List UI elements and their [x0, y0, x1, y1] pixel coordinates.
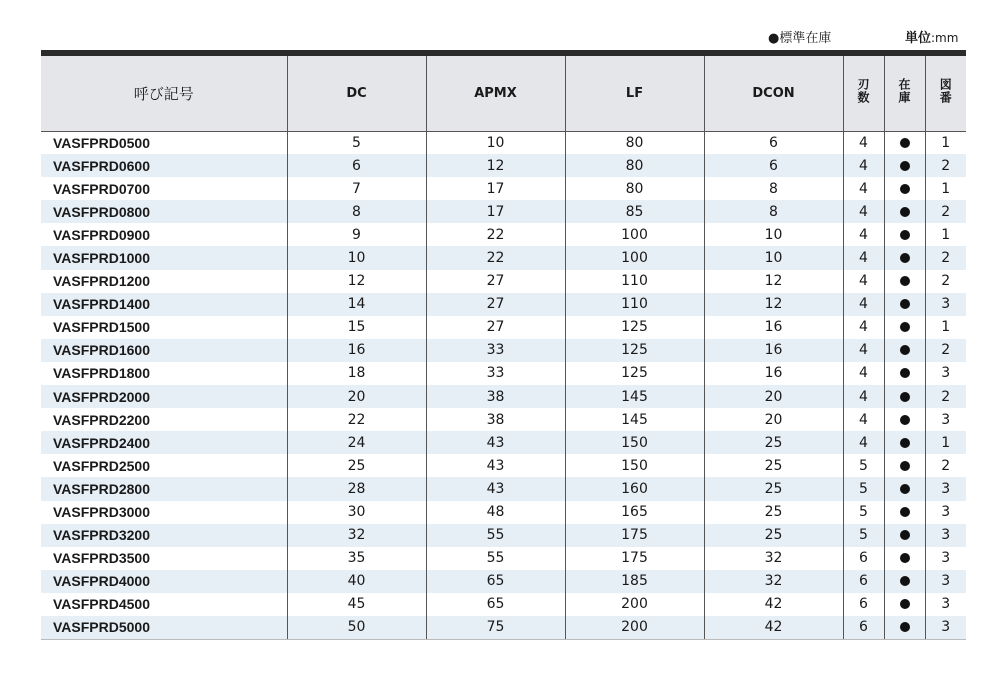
cell-dc: 5 [287, 131, 426, 154]
table-row [41, 501, 966, 524]
cell-stock [884, 570, 925, 593]
cell-lf: 80 [565, 131, 704, 154]
unit-value: :mm [931, 31, 959, 45]
cell-dc: 7 [287, 177, 426, 200]
header-stock [884, 53, 925, 131]
cell-lf: 185 [565, 570, 704, 593]
table-row [41, 477, 966, 500]
header-dcon: DCON [704, 53, 843, 131]
cell-flutes: 6 [843, 570, 884, 593]
cell-apmx: 48 [426, 501, 565, 524]
stock-dot-icon [900, 461, 910, 471]
table-row [41, 270, 966, 293]
cell-dc: 32 [287, 524, 426, 547]
cell-stock [884, 270, 925, 293]
cell-lf: 200 [565, 616, 704, 639]
stock-dot-icon [900, 276, 910, 286]
table-row [41, 316, 966, 339]
header-figure-label: 図番 [938, 78, 953, 105]
cell-code: VASFPRD0600 [41, 154, 287, 177]
cell-stock [884, 501, 925, 524]
cell-dcon: 20 [704, 385, 843, 408]
table-row [41, 154, 966, 177]
cell-code: VASFPRD1200 [41, 270, 287, 293]
cell-apmx: 22 [426, 223, 565, 246]
cell-figure: 1 [941, 319, 951, 336]
cell-lf: 100 [565, 223, 704, 246]
cell-stock [884, 339, 925, 362]
table-row [41, 223, 966, 246]
cell-dc: 25 [287, 454, 426, 477]
stock-dot-icon [900, 184, 910, 194]
cell-dc: 50 [287, 616, 426, 639]
stock-dot-icon [900, 161, 910, 171]
table-row [41, 131, 966, 154]
cell-apmx: 33 [426, 339, 565, 362]
cell-code: VASFPRD0700 [41, 177, 287, 200]
cell-flutes: 4 [843, 246, 884, 269]
cell-apmx: 65 [426, 593, 565, 616]
cell-dc: 20 [287, 385, 426, 408]
table-row [41, 200, 966, 223]
cell-apmx: 75 [426, 616, 565, 639]
header-figure [925, 53, 966, 131]
cell-dcon: 16 [704, 362, 843, 385]
cell-stock [884, 385, 925, 408]
cell-apmx: 55 [426, 524, 565, 547]
cell-stock [884, 154, 925, 177]
cell-apmx: 12 [426, 154, 565, 177]
cell-lf: 85 [565, 200, 704, 223]
table-row [41, 385, 966, 408]
cell-dc: 28 [287, 477, 426, 500]
cell-dc: 30 [287, 501, 426, 524]
cell-figure: 2 [941, 388, 951, 405]
cell-stock [884, 431, 925, 454]
stock-dot-icon [900, 368, 910, 378]
cell-figure: 2 [941, 342, 951, 359]
cell-dc: 8 [287, 200, 426, 223]
cell-stock [884, 547, 925, 570]
cell-figure: 3 [941, 480, 951, 497]
stock-dot-icon [900, 530, 910, 540]
cell-lf: 125 [565, 316, 704, 339]
cell-figure: 3 [941, 527, 951, 544]
cell-dc: 16 [287, 339, 426, 362]
table-row [41, 408, 966, 431]
cell-apmx: 33 [426, 362, 565, 385]
cell-flutes: 4 [843, 200, 884, 223]
stock-dot-icon [900, 576, 910, 586]
cell-flutes: 4 [843, 339, 884, 362]
cell-apmx: 55 [426, 547, 565, 570]
cell-dc: 14 [287, 293, 426, 316]
cell-figure: 1 [941, 180, 951, 197]
cell-code: VASFPRD3500 [41, 547, 287, 570]
cell-apmx: 22 [426, 246, 565, 269]
cell-figure: 3 [941, 296, 951, 313]
cell-lf: 110 [565, 270, 704, 293]
cell-lf: 150 [565, 431, 704, 454]
header-dc: DC [287, 53, 426, 131]
cell-dcon: 6 [704, 154, 843, 177]
cell-code: VASFPRD1000 [41, 246, 287, 269]
unit-legend [905, 27, 958, 46]
cell-flutes: 5 [843, 454, 884, 477]
cell-stock [884, 477, 925, 500]
cell-dcon: 10 [704, 246, 843, 269]
cell-apmx: 38 [426, 408, 565, 431]
cell-lf: 125 [565, 362, 704, 385]
cell-dc: 6 [287, 154, 426, 177]
cell-dc: 15 [287, 316, 426, 339]
table-row [41, 570, 966, 593]
cell-dcon: 25 [704, 501, 843, 524]
cell-flutes: 4 [843, 293, 884, 316]
cell-code: VASFPRD3200 [41, 524, 287, 547]
cell-lf: 160 [565, 477, 704, 500]
cell-lf: 150 [565, 454, 704, 477]
cell-code: VASFPRD4500 [41, 593, 287, 616]
cell-lf: 80 [565, 154, 704, 177]
cell-dcon: 10 [704, 223, 843, 246]
cell-stock [884, 408, 925, 431]
cell-apmx: 10 [426, 131, 565, 154]
cell-flutes: 6 [843, 593, 884, 616]
table-row [41, 431, 966, 454]
cell-code: VASFPRD1800 [41, 362, 287, 385]
cell-code: VASFPRD1500 [41, 316, 287, 339]
cell-figure: 3 [941, 411, 951, 428]
table-row [41, 593, 966, 616]
cell-apmx: 27 [426, 316, 565, 339]
cell-dcon: 16 [704, 316, 843, 339]
cell-figure: 2 [941, 157, 951, 174]
cell-dc: 35 [287, 547, 426, 570]
cell-lf: 80 [565, 177, 704, 200]
table-row [41, 547, 966, 570]
cell-figure: 3 [941, 365, 951, 382]
cell-stock [884, 223, 925, 246]
header-row [41, 53, 966, 131]
cell-apmx: 65 [426, 570, 565, 593]
cell-lf: 145 [565, 385, 704, 408]
cell-dcon: 8 [704, 177, 843, 200]
cell-figure: 2 [941, 273, 951, 290]
stock-dot-icon [900, 553, 910, 563]
cell-code: VASFPRD2000 [41, 385, 287, 408]
header-lf: LF [565, 53, 704, 131]
table-row [41, 616, 966, 639]
cell-figure: 3 [925, 616, 966, 639]
table-row [41, 177, 966, 200]
cell-code: VASFPRD3000 [41, 501, 287, 524]
cell-dcon: 8 [704, 200, 843, 223]
cell-dcon: 32 [704, 547, 843, 570]
cell-dcon: 6 [704, 131, 843, 154]
stock-dot-icon [900, 438, 910, 448]
unit-label: 単位 [905, 31, 932, 46]
cell-dc: 22 [287, 408, 426, 431]
cell-dc: 24 [287, 431, 426, 454]
cell-lf: 125 [565, 339, 704, 362]
table-body [41, 131, 966, 639]
cell-dc: 18 [287, 362, 426, 385]
cell-flutes: 4 [843, 177, 884, 200]
cell-lf: 200 [565, 593, 704, 616]
cell-lf: 145 [565, 408, 704, 431]
cell-apmx: 38 [426, 385, 565, 408]
cell-figure: 2 [941, 457, 951, 474]
cell-figure: 1 [941, 134, 951, 151]
stock-dot-icon [900, 622, 910, 632]
cell-flutes: 6 [843, 547, 884, 570]
cell-figure: 3 [941, 596, 951, 613]
cell-flutes: 6 [843, 616, 884, 639]
cell-dcon: 20 [704, 408, 843, 431]
cell-code: VASFPRD5000 [41, 616, 287, 639]
cell-code: VASFPRD1400 [41, 293, 287, 316]
table-row [41, 362, 966, 385]
cell-dc: 12 [287, 270, 426, 293]
cell-stock [884, 200, 925, 223]
header-flutes [843, 53, 884, 131]
cell-stock [884, 454, 925, 477]
stock-dot-icon [900, 507, 910, 517]
cell-dcon: 12 [704, 270, 843, 293]
cell-code: VASFPRD4000 [41, 570, 287, 593]
cell-lf: 175 [565, 524, 704, 547]
cell-flutes: 5 [843, 524, 884, 547]
cell-apmx: 43 [426, 477, 565, 500]
cell-lf: 110 [565, 293, 704, 316]
cell-flutes: 4 [843, 270, 884, 293]
cell-figure: 1 [941, 226, 951, 243]
standard-stock-legend: ●標準在庫 [768, 31, 832, 46]
cell-dcon: 25 [704, 477, 843, 500]
cell-apmx: 43 [426, 431, 565, 454]
cell-dcon: 25 [704, 524, 843, 547]
cell-flutes: 4 [843, 131, 884, 154]
cell-dcon: 32 [704, 570, 843, 593]
legend-bar [0, 27, 1000, 47]
header-flutes-label: 刃数 [856, 78, 870, 105]
cell-flutes: 4 [843, 362, 884, 385]
cell-figure: 3 [941, 550, 951, 567]
cell-code: VASFPRD2200 [41, 408, 287, 431]
cell-flutes: 5 [843, 501, 884, 524]
cell-stock [884, 177, 925, 200]
spec-table [41, 50, 966, 640]
cell-dc: 10 [287, 246, 426, 269]
cell-stock [884, 616, 925, 639]
stock-dot-icon [900, 415, 910, 425]
stock-dot-icon [900, 253, 910, 263]
cell-stock [884, 593, 925, 616]
cell-dcon: 25 [704, 431, 843, 454]
cell-dc: 9 [287, 223, 426, 246]
cell-dc: 40 [287, 570, 426, 593]
stock-dot-icon [900, 484, 910, 494]
cell-code: VASFPRD0800 [41, 200, 287, 223]
cell-stock [884, 362, 925, 385]
cell-flutes: 4 [843, 431, 884, 454]
cell-flutes: 4 [843, 154, 884, 177]
cell-stock [884, 524, 925, 547]
cell-apmx: 27 [426, 270, 565, 293]
stock-dot-icon [900, 299, 910, 309]
cell-stock [884, 246, 925, 269]
cell-flutes: 4 [843, 223, 884, 246]
cell-code: VASFPRD2500 [41, 454, 287, 477]
stock-dot-icon [900, 207, 910, 217]
cell-dcon: 12 [704, 293, 843, 316]
cell-stock [884, 316, 925, 339]
cell-dcon: 16 [704, 339, 843, 362]
table-row [41, 339, 966, 362]
cell-apmx: 17 [426, 177, 565, 200]
cell-lf: 100 [565, 246, 704, 269]
cell-flutes: 5 [843, 477, 884, 500]
table-row [41, 454, 966, 477]
cell-code: VASFPRD0900 [41, 223, 287, 246]
stock-dot-icon [900, 345, 910, 355]
stock-dot-icon [900, 599, 910, 609]
cell-figure: 1 [941, 434, 951, 451]
cell-code: VASFPRD2800 [41, 477, 287, 500]
cell-figure: 3 [941, 573, 951, 590]
stock-dot-icon [900, 322, 910, 332]
header-apmx: APMX [426, 53, 565, 131]
cell-stock [884, 293, 925, 316]
cell-code: VASFPRD0500 [41, 131, 287, 154]
cell-figure: 2 [941, 250, 951, 267]
cell-flutes: 4 [843, 408, 884, 431]
cell-flutes: 4 [843, 385, 884, 408]
cell-dc: 45 [287, 593, 426, 616]
cell-dcon: 42 [704, 593, 843, 616]
table-row [41, 246, 966, 269]
stock-dot-icon [900, 230, 910, 240]
cell-flutes: 4 [843, 316, 884, 339]
cell-apmx: 27 [426, 293, 565, 316]
cell-figure: 2 [941, 203, 951, 220]
cell-dcon: 42 [704, 616, 843, 639]
cell-lf: 175 [565, 547, 704, 570]
header-stock-label: 在庫 [897, 78, 911, 105]
cell-code: VASFPRD1600 [41, 339, 287, 362]
stock-dot-icon [900, 138, 910, 148]
header-name: 呼び記号 [41, 53, 287, 131]
cell-apmx: 17 [426, 200, 565, 223]
table-row [41, 524, 966, 547]
spec-table-container [41, 50, 966, 640]
table-row [41, 293, 966, 316]
cell-dcon: 25 [704, 454, 843, 477]
cell-stock [884, 131, 925, 154]
cell-lf: 165 [565, 501, 704, 524]
cell-code: VASFPRD2400 [41, 431, 287, 454]
cell-figure: 3 [941, 504, 951, 521]
stock-dot-icon [900, 392, 910, 402]
cell-apmx: 43 [426, 454, 565, 477]
